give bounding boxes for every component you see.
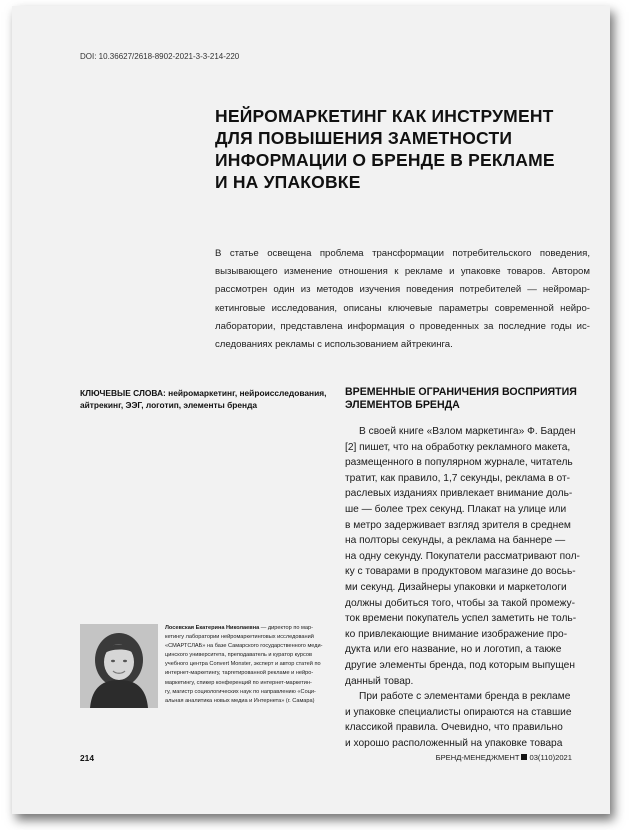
- abstract-line: кетинговые исследования, описаны ключевые параметры современной нейро-: [215, 302, 590, 314]
- body-line: и хорошо расположенный на упаковке товара: [345, 737, 563, 749]
- author-bio-line: альная аналитика новых медиа и Интернета» (г. Самара): [165, 697, 315, 704]
- body-line: При работе с элементами бренда в рекламе: [359, 691, 571, 703]
- author-bio-line: гу, магистр социологических наук по направлению «Соци-: [165, 688, 316, 695]
- body-line: другие элементы бренда, под которым выпущен: [345, 659, 575, 671]
- keywords-label: КЛЮЧЕВЫЕ СЛОВА:: [80, 388, 166, 398]
- title-line: И НА УПАКОВКЕ: [215, 172, 361, 192]
- author-bio: [165, 624, 345, 706]
- title-line: НЕЙРОМАРКЕТИНГ КАК ИНСТРУМЕНТ: [215, 106, 554, 126]
- author-bio-line: учебного центра Convert Monster, эксперт и автор статей по: [165, 661, 321, 668]
- heading-line: ЭЛЕМЕНТОВ БРЕНДА: [345, 399, 460, 411]
- body-line: дукта или его название, но и логотип, а также: [345, 644, 562, 656]
- body-line: раслевых изданиях привлекает внимание доль-: [345, 488, 573, 500]
- journal-name: БРЕНД-МЕНЕДЖМЕНТ: [435, 753, 520, 762]
- author-bio-line: цинского университета, преподаватель и куратор курсов: [165, 652, 312, 659]
- body-line: [2] пишет, что на обработку рекламного макета,: [345, 441, 571, 453]
- author-bio-line: маркетингу, спикер конференций по интернет-маркетин-: [165, 679, 312, 686]
- body-line: тратит, как правило, 1,7 секунды, реклама в от-: [345, 472, 571, 484]
- abstract-line: рассмотрен один из методов изучения поведения потребителей — нейромар-: [215, 284, 590, 296]
- page-number: 214: [80, 753, 94, 763]
- body-line: на полторы секунды, а реклама на баннере —: [345, 535, 566, 547]
- keywords: [80, 387, 330, 411]
- title-line: ДЛЯ ПОВЫШЕНИЯ ЗАМЕТНОСТИ: [215, 128, 513, 148]
- section-heading: [345, 386, 615, 412]
- abstract-line: вызывающего изменение отношения к рекламе и упаковке товаров. Автором: [215, 266, 590, 278]
- body-line: и упаковке специалисты опираются на ставшие: [345, 706, 572, 718]
- author-bio-line: интернет-маркетингу, таргетированной рекламе и нейро-: [165, 670, 314, 677]
- body-line: данный товар.: [345, 675, 414, 687]
- abstract-line: В статье освещена проблема трансформации потребительского поведения,: [215, 248, 590, 259]
- author-name: Лосевская Екатерина Николаевна: [165, 625, 260, 631]
- author-portrait: [80, 624, 158, 708]
- author-photo: [80, 624, 158, 708]
- keywords-line: нейромаркетинг, нейроисследования,: [168, 388, 327, 398]
- journal-issue: 03(110)2021: [529, 753, 572, 762]
- body-line: ко привлекающие внимание изображение про-: [345, 628, 568, 640]
- author-bio-line: — директор по мар-: [259, 625, 313, 631]
- body-line: В своей книге «Взлом маркетинга» Ф. Барден: [359, 426, 576, 437]
- journal-page: [12, 6, 610, 814]
- body-line: ток времени покупатель успел заметить не толь-: [345, 613, 577, 625]
- article-title: [215, 105, 575, 193]
- body-line: ми секунд. Дизайнеры упаковки и маркетологи: [345, 581, 567, 593]
- body-line: классикой правила. Очевидно, что правильно: [345, 722, 563, 734]
- abstract-line: лаборатории, представлена информация о проведенных за последние годы ис-: [215, 320, 590, 332]
- body-line: ку с товарами в продуктовом магазине до восьь-: [345, 566, 576, 578]
- heading-line: ВРЕМЕННЫЕ ОГРАНИЧЕНИЯ ВОСПРИЯТИЯ: [345, 386, 577, 398]
- author-bio-line: «СМАРТСЛАБ» на базе Самарского государственного меди-: [165, 643, 323, 650]
- body-line: должны добиться того, чтобы за такой промежу-: [345, 597, 575, 609]
- journal-footer: [436, 753, 572, 762]
- doi: DOI: 10.36627/2618-8902-2021-3-3-214-220: [80, 52, 240, 61]
- page-shadow: [12, 6, 610, 814]
- abstract-line: следованиях рекламы с использованием айтрекинга.: [215, 339, 453, 351]
- title-line: ИНФОРМАЦИИ О БРЕНДЕ В РЕКЛАМЕ: [215, 150, 555, 170]
- body-line: ше — более трех секунд. Плакат на улице или: [345, 503, 567, 515]
- abstract: [215, 245, 590, 354]
- square-separator-icon: [521, 754, 527, 760]
- keywords-line: айтрекинг, ЭЭГ, логотип, элементы бренда: [80, 400, 258, 410]
- body-line: размещенного в популярном журнале, читатель: [345, 457, 573, 469]
- author-bio-line: кетингу лаборатории нейромаркетинговых исследований: [165, 634, 314, 641]
- body-line: на одну секунду. Покупатели рассматривают пол-: [345, 550, 580, 562]
- body-text: [345, 424, 595, 751]
- body-line: в метро задерживает взгляд зрителя в среднем: [345, 519, 571, 531]
